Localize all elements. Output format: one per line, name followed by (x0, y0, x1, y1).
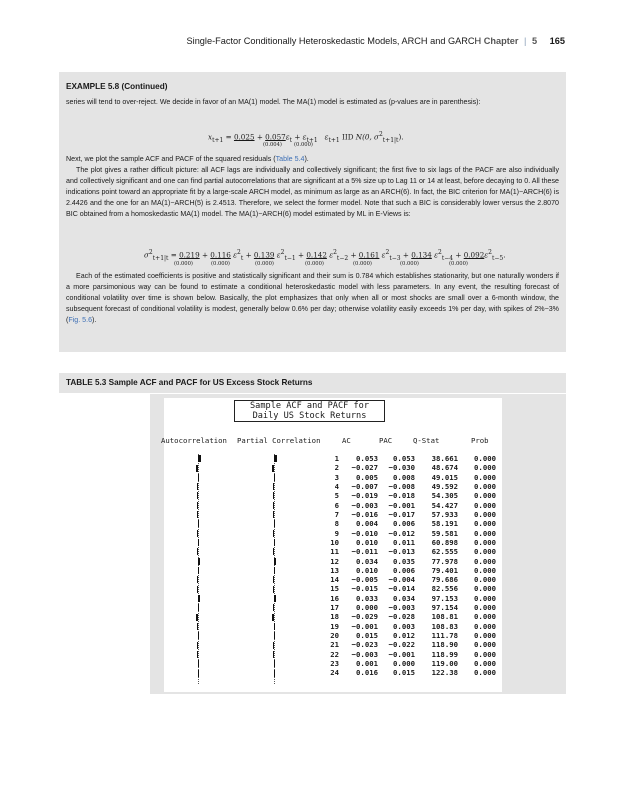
eq2-equals: = (170, 250, 177, 260)
acf-bar (197, 511, 198, 518)
acf-bar (197, 623, 198, 630)
prob-cell: 0.000 (474, 668, 496, 678)
eq2-plus: + (455, 250, 462, 260)
eq2-coef-6: 0.092 (463, 250, 485, 260)
table-row (164, 482, 502, 491)
eq1-dist: N(0, σ (355, 132, 379, 142)
pacf-bar (273, 511, 274, 518)
eq1-dist-close: ). (398, 132, 404, 142)
pacf-bar (273, 548, 274, 555)
table-row (164, 603, 502, 612)
eq2-sup-0: 2 (237, 249, 241, 256)
panel-title-line-1: Sample ACF and PACF for (250, 401, 369, 411)
eq2-se-2: (0.000) (255, 261, 274, 267)
eq2-lhs: σ (144, 250, 149, 260)
lag-cell: 18 (330, 612, 339, 622)
pac-cell: −0.001 (388, 500, 415, 510)
lag-cell: 16 (330, 593, 339, 603)
lag-cell: 17 (330, 603, 339, 613)
ac-cell: −0.019 (351, 491, 378, 501)
lag-cell: 2 (334, 463, 339, 473)
prob-cell: 0.000 (474, 603, 496, 613)
pacf-bar (274, 455, 277, 462)
ac-cell: −0.029 (351, 612, 378, 622)
table-row (164, 584, 502, 593)
eq2-plus: + (245, 250, 252, 260)
pac-cell: −0.017 (388, 509, 415, 519)
table-row (164, 463, 502, 472)
eq2-plus: + (402, 250, 409, 260)
prob-cell: 0.000 (474, 631, 496, 641)
prob-cell: 0.000 (474, 649, 496, 659)
q-stat-cell: 111.78 (431, 631, 458, 641)
pac-cell: −0.018 (388, 491, 415, 501)
prob-cell: 0.000 (474, 500, 496, 510)
table-5-4-link[interactable]: Table 5.4 (275, 155, 305, 163)
ac-cell: −0.001 (351, 621, 378, 631)
table-row (164, 538, 502, 547)
eq2-se-4: (0.000) (353, 261, 372, 267)
prob-cell: 0.000 (474, 575, 496, 585)
prob-cell: 0.000 (474, 565, 496, 575)
q-stat-cell: 97.153 (431, 593, 458, 603)
pacf-bar (274, 558, 276, 565)
lag-cell: 5 (334, 491, 339, 501)
pacf-bar (273, 483, 274, 490)
table-row (164, 650, 502, 659)
acf-bar (197, 483, 198, 490)
para2-end: ). (304, 155, 309, 163)
ac-cell: −0.010 (351, 528, 378, 538)
lag-cell: 24 (330, 668, 339, 678)
ac-cell: −0.003 (351, 500, 378, 510)
header-chapter-number: 5 (531, 36, 538, 46)
prob-cell: 0.000 (474, 640, 496, 650)
header-title: Single-Factor Conditionally Heteroskedastic Models, ARCH and GARCH (186, 36, 482, 46)
ac-cell: 0.015 (356, 631, 378, 641)
lag-cell: 19 (330, 621, 339, 631)
eq1-se-0: (0.004) (263, 142, 282, 148)
lag-cell: 23 (330, 659, 339, 669)
prob-cell: 0.000 (474, 528, 496, 538)
pac-cell: 0.006 (393, 519, 415, 529)
ac-cell: 0.053 (356, 454, 378, 463)
eq2-plus: + (350, 250, 357, 260)
q-stat-cell: 60.898 (431, 537, 458, 547)
eq1-lhs-sub: t+1 (212, 136, 224, 144)
table-caption-bar (59, 373, 566, 393)
pacf-bar (272, 465, 274, 472)
eq2-plus: + (201, 250, 208, 260)
ac-cell: −0.015 (351, 584, 378, 594)
panel-title-line-2: Daily US Stock Returns (252, 411, 367, 421)
prob-cell: 0.000 (474, 612, 496, 622)
pacf-bar (274, 595, 276, 602)
prob-cell: 0.000 (474, 593, 496, 603)
ac-cell: 0.001 (356, 659, 378, 669)
acf-bar (197, 530, 198, 537)
q-stat-cell: 49.592 (431, 481, 458, 491)
example-paragraph-2 (66, 154, 559, 165)
lag-cell: 10 (330, 537, 339, 547)
table-row (164, 454, 502, 463)
table-row (164, 622, 502, 631)
example-box (59, 72, 566, 352)
eq1-const: 0.025 (233, 132, 255, 142)
acf-bar (197, 548, 198, 555)
acf-bar (196, 614, 198, 621)
lag-cell: 15 (330, 584, 339, 594)
eq2-coef-2: 0.139 (253, 250, 275, 260)
example-paragraph-1: series will tend to over-reject. We decide in favor of an MA(1) model. The MA(1) model is estimated as (p-values are in parenthesis): (66, 98, 481, 106)
eq2-se-6: (0.000) (449, 261, 468, 267)
lag-cell: 3 (334, 472, 339, 482)
col-pac: PAC (379, 436, 393, 445)
ac-cell: 0.010 (356, 537, 378, 547)
pacf-bar (273, 651, 274, 658)
lag-cell: 14 (330, 575, 339, 585)
ac-cell: 0.000 (356, 603, 378, 613)
panel-title (234, 400, 385, 422)
acf-bar (198, 520, 199, 527)
ac-cell: −0.016 (351, 509, 378, 519)
pac-cell: −0.008 (388, 481, 415, 491)
eq2-sup-2: 2 (333, 249, 337, 256)
acf-bar (198, 474, 199, 481)
acf-bar (198, 539, 199, 546)
pac-cell: 0.035 (393, 556, 415, 566)
acf-bar (198, 595, 200, 602)
eq1-eps-var: ε (324, 132, 329, 142)
acf-bar (198, 558, 200, 565)
equation-arch6 (144, 249, 506, 262)
q-stat-cell: 54.305 (431, 491, 458, 501)
q-stat-cell: 118.99 (431, 649, 458, 659)
eq2-sub-5: t−5 (491, 254, 504, 262)
eq2-eps-4: ε (434, 250, 438, 260)
q-stat-cell: 49.015 (431, 472, 458, 482)
eq2-eps-1: ε (276, 250, 281, 260)
lag-cell: 22 (330, 649, 339, 659)
eq2-se-3: (0.000) (305, 261, 324, 267)
eq1-eps-next: + ε (294, 132, 307, 142)
page-number: 165 (549, 36, 565, 46)
table-row (164, 640, 502, 649)
pac-cell: −0.003 (388, 603, 415, 613)
ac-cell: 0.034 (356, 556, 378, 566)
acf-bar (197, 651, 198, 658)
acf-bar (198, 660, 199, 667)
pac-cell: 0.000 (393, 659, 415, 669)
pac-cell: 0.015 (393, 668, 415, 678)
example-title: EXAMPLE 5.8 (Continued) (66, 82, 168, 91)
prob-cell: 0.000 (474, 537, 496, 547)
q-stat-cell: 38.661 (431, 454, 458, 463)
eq1-eps-next-sub: t+1 (306, 136, 318, 144)
prob-cell: 0.000 (474, 659, 496, 669)
table-row (164, 594, 502, 603)
eq2-eps-2: ε (329, 250, 334, 260)
eq2-coef-0: 0.219 (179, 250, 200, 260)
pac-cell: 0.003 (393, 621, 415, 631)
eq2-eps-5: ε (484, 250, 489, 260)
eq2-eps-3: ε (381, 250, 386, 260)
eq1-se-1: (0.000) (294, 142, 313, 148)
pacf-bar (274, 474, 275, 481)
acf-bar (197, 642, 198, 649)
lag-cell: 12 (330, 556, 339, 566)
pac-cell: −0.030 (388, 463, 415, 473)
running-header (187, 36, 565, 46)
pac-cell: −0.012 (388, 528, 415, 538)
pac-cell: −0.013 (388, 547, 415, 557)
ac-cell: −0.005 (351, 575, 378, 585)
ac-cell: −0.027 (351, 463, 378, 473)
q-stat-cell: 79.401 (431, 565, 458, 575)
pacf-bar (274, 632, 275, 639)
eq2-sup-3: 2 (385, 249, 390, 256)
header-separator: | (524, 36, 527, 46)
eq1-dist-sup: 2 (378, 131, 383, 138)
eq1-equals: = (225, 132, 232, 142)
acf-bar (197, 586, 198, 593)
lag-cell: 13 (330, 565, 339, 575)
eq1-eps: ε (285, 132, 290, 142)
q-stat-cell: 79.686 (431, 575, 458, 585)
example-paragraph-3: The plot gives a rather difficult picture: all ACF lags are individually and collectively significant; the first five to six lags of the PACF are also individually and collectively significant and one can find partial autocorrelations that are significant at a 5% size up to Lag 11 or 14 at least, before decaying to 0. All these indications point toward an appropriate fit by a large-scale ARCH model, as minimum as large as an ARCH(6). In fact, the BIC criterion for MA(1)−ARCH(6) is 2.4426 and the one for an MA(1)−ARCH(5) is 2.4513. Therefore, we select the former model. Note that such a BIC is considerably lower versus the 2.8070 BIC obtained from a homoskedastic MA(1) model. The MA(1)−ARCH(6) model estimated by ML in E-Views is: (66, 166, 560, 218)
eq2-sub-2: t−2 (336, 254, 349, 262)
q-stat-cell: 108.83 (431, 621, 458, 631)
eq2-sup-4: 2 (437, 249, 442, 256)
eq2-coef-3: 0.142 (306, 250, 327, 260)
pacf-bar (274, 660, 275, 667)
pac-cell: −0.022 (388, 640, 415, 650)
prob-cell: 0.000 (474, 454, 496, 463)
pac-cell: 0.011 (393, 537, 415, 547)
table-row (164, 566, 502, 575)
q-stat-cell: 58.191 (431, 519, 458, 529)
acf-pacf-panel (161, 398, 502, 692)
ac-cell: 0.016 (356, 668, 378, 678)
prob-cell: 0.000 (474, 547, 496, 557)
acf-bar (196, 465, 198, 472)
col-prob: Prob (471, 436, 489, 445)
eq2-sub-3: t−3 (389, 254, 401, 262)
pac-cell: 0.006 (393, 565, 415, 575)
pacf-bar (274, 567, 275, 574)
ac-cell: −0.007 (351, 481, 378, 491)
pacf-bar (272, 614, 274, 621)
lag-cell: 20 (330, 631, 339, 641)
pacf-bar (273, 642, 274, 649)
acf-bar (197, 576, 198, 583)
pac-cell: 0.008 (393, 472, 415, 482)
ac-cell: 0.004 (356, 519, 378, 529)
lag-cell: 21 (330, 640, 339, 650)
pac-cell: −0.004 (388, 575, 415, 585)
eq2-se-5: (0.000) (400, 261, 419, 267)
col-ac: AC (342, 436, 351, 445)
q-stat-cell: 108.81 (431, 612, 458, 622)
eq2-lhs-sub: t+1|t (152, 254, 169, 262)
eq2-sub-4: t−4 (441, 254, 454, 262)
example-paragraph-4 (66, 271, 559, 326)
table-row (164, 491, 502, 500)
eq2-coef-1: 0.116 (210, 250, 231, 260)
acf-bar (198, 670, 199, 677)
para4-text: Each of the estimated coefficients is positive and statistically significant and their sum is 0.784 which establishes stationarity, but one naturally wonders if a more parsimonious way can be found to estimate a conditional heteroskedastic model with less parameters. In any event, the resulting forecast of conditional volatility over time is shown below. Basically, the plot emphasizes that only when all or most shocks are small over a 6-month window, the subsequent forecast of conditional volatility is modest, generally below 0.6% per day; otherwise volatility easily exceeds 1% per day, with spikes of 2%−3% ( (66, 272, 559, 324)
q-stat-cell: 62.555 (431, 547, 458, 557)
eq2-sub-0: t (240, 254, 244, 262)
acf-bar (198, 567, 199, 574)
lag-cell: 11 (330, 547, 339, 557)
pacf-bar (274, 520, 275, 527)
eq2-plus: + (298, 250, 305, 260)
pacf-bar (273, 576, 274, 583)
eq2-end: . (503, 250, 506, 260)
table-row (164, 557, 502, 566)
table-row (164, 519, 502, 528)
col-q-stat: Q-Stat (413, 436, 440, 445)
eq1-dist-sub: t+1|t (382, 136, 399, 144)
lag-cell: 4 (334, 481, 339, 491)
table-row (164, 612, 502, 621)
q-stat-cell: 57.933 (431, 509, 458, 519)
table-row (164, 547, 502, 556)
pacf-bar (274, 623, 275, 630)
prob-cell: 0.000 (474, 584, 496, 594)
prob-cell: 0.000 (474, 509, 496, 519)
prob-cell: 0.000 (474, 556, 496, 566)
eq2-sup-5: 2 (488, 249, 492, 256)
eq2-se-1: (0.000) (211, 261, 230, 267)
pac-cell: 0.012 (393, 631, 415, 641)
table-row (164, 501, 502, 510)
para2-text: Next, we plot the sample ACF and PACF of the squared residuals ( (66, 155, 276, 163)
acf-bar (197, 492, 198, 499)
lag-cell: 9 (334, 528, 339, 538)
pacf-bar (273, 530, 274, 537)
q-stat-cell: 97.154 (431, 603, 458, 613)
pacf-bar (273, 604, 274, 611)
eq2-se-0: (0.000) (174, 261, 193, 267)
col-partial-correlation: Partial Correlation (237, 436, 321, 445)
table-row (164, 529, 502, 538)
prob-cell: 0.000 (474, 491, 496, 501)
eq2-eps-0: ε (233, 250, 238, 260)
q-stat-cell: 77.978 (431, 556, 458, 566)
acf-bar (198, 455, 201, 462)
prob-cell: 0.000 (474, 621, 496, 631)
prob-cell: 0.000 (474, 481, 496, 491)
prob-cell: 0.000 (474, 472, 496, 482)
ac-cell: 0.010 (356, 565, 378, 575)
q-stat-cell: 122.38 (431, 668, 458, 678)
q-stat-cell: 119.00 (431, 659, 458, 669)
pacf-bar (273, 502, 274, 509)
q-stat-cell: 59.581 (431, 528, 458, 538)
lag-cell: 8 (334, 519, 339, 529)
pac-cell: 0.053 (393, 454, 415, 463)
eq2-lhs-sup: 2 (148, 249, 153, 256)
pac-cell: −0.001 (388, 649, 415, 659)
table-row (164, 575, 502, 584)
lag-cell: 1 (334, 454, 339, 463)
eq2-sub-1: t−1 (284, 254, 296, 262)
pacf-bar (273, 492, 274, 499)
pacf-bar (273, 586, 274, 593)
pacf-bar (274, 539, 275, 546)
q-stat-cell: 82.556 (431, 584, 458, 594)
table-row (164, 473, 502, 482)
eq1-coef: 0.057 (265, 132, 286, 142)
pacf-bar (274, 670, 275, 677)
eq1-plus: + (256, 132, 263, 142)
acf-bar (198, 604, 199, 611)
ac-cell: −0.011 (351, 547, 378, 557)
lag-cell: 7 (334, 509, 339, 519)
acf-bar (197, 502, 198, 509)
table-row (164, 631, 502, 640)
q-stat-cell: 118.90 (431, 640, 458, 650)
ac-cell: 0.033 (356, 593, 378, 603)
pac-cell: −0.014 (388, 584, 415, 594)
pac-cell: −0.028 (388, 612, 415, 622)
ac-cell: 0.005 (356, 472, 378, 482)
pac-cell: 0.034 (393, 593, 415, 603)
acf-bar (198, 632, 199, 639)
eq2-coef-4: 0.161 (358, 250, 380, 260)
ac-cell: −0.023 (351, 640, 378, 650)
eq2-sup-1: 2 (280, 249, 285, 256)
eq2-coef-5: 0.134 (411, 250, 432, 260)
q-stat-cell: 54.427 (431, 500, 458, 510)
q-stat-cell: 48.674 (431, 463, 458, 473)
header-chapter: Chapter (483, 36, 519, 46)
lag-cell: 6 (334, 500, 339, 510)
figure-5-6-link[interactable]: Fig. 5.6 (68, 315, 93, 324)
eq1-lhs: x (208, 132, 213, 142)
col-autocorrelation: Autocorrelation (161, 436, 227, 445)
prob-cell: 0.000 (474, 463, 496, 473)
table-row (164, 510, 502, 519)
para4-end: ). (92, 315, 97, 324)
table-row (164, 668, 502, 677)
table-row (164, 659, 502, 668)
eq1-eps-sub: t (289, 136, 293, 144)
eq1-iid: IID (342, 132, 354, 142)
eq1-eps-var-sub: t+1 (328, 136, 340, 144)
ac-cell: −0.003 (351, 649, 378, 659)
table-caption: TABLE 5.3 Sample ACF and PACF for US Excess Stock Returns (66, 378, 313, 387)
prob-cell: 0.000 (474, 519, 496, 529)
